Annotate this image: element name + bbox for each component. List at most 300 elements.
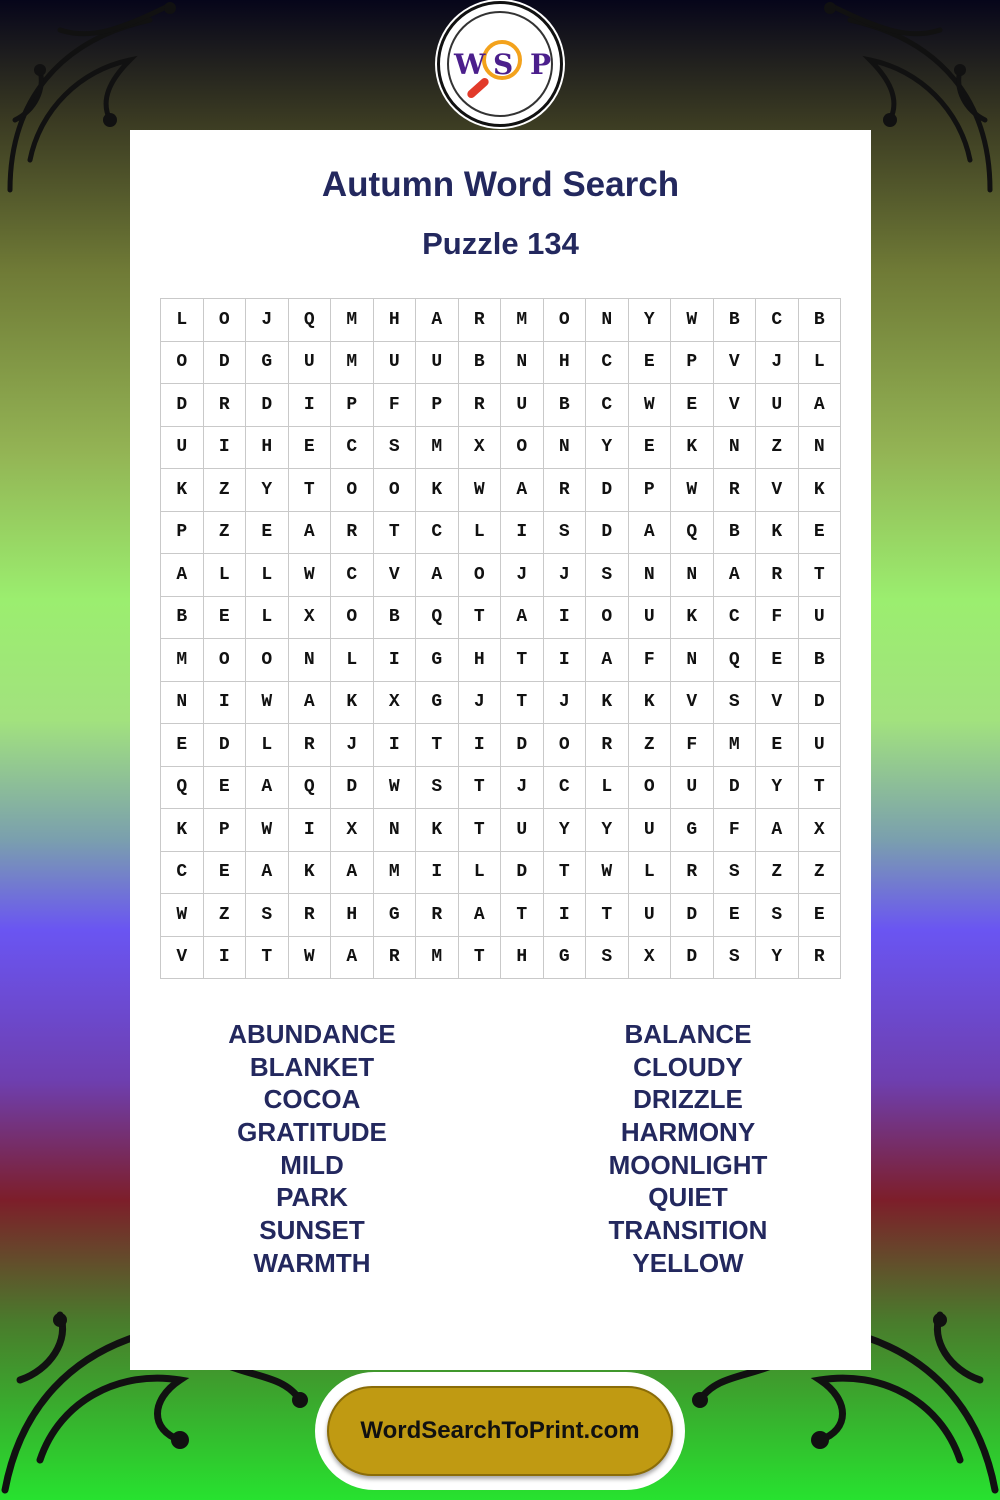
footer-badge-frame (315, 1372, 685, 1490)
grid-cell[interactable]: H (501, 936, 544, 979)
grid-cell[interactable]: X (798, 809, 841, 852)
grid-cell[interactable]: D (161, 384, 204, 427)
puzzle-number: Puzzle 134 (422, 226, 579, 261)
grid-cell[interactable]: U (628, 596, 671, 639)
grid-row (161, 851, 841, 894)
grid-cell[interactable]: M (373, 851, 416, 894)
grid-cell[interactable]: L (628, 851, 671, 894)
grid-cell[interactable]: L (586, 766, 629, 809)
grid-cell[interactable]: I (203, 936, 246, 979)
grid-cell[interactable]: D (501, 724, 544, 767)
grid-row (161, 554, 841, 597)
grid-row (161, 936, 841, 979)
grid-row (161, 384, 841, 427)
grid-cell[interactable]: L (331, 639, 374, 682)
word-list-right (538, 1018, 838, 1280)
grid-cell[interactable]: U (798, 596, 841, 639)
grid-cell[interactable]: V (671, 681, 714, 724)
grid-cell[interactable]: T (798, 554, 841, 597)
grid-cell[interactable]: A (501, 596, 544, 639)
grid-cell[interactable]: E (246, 511, 289, 554)
grid-cell[interactable]: R (288, 894, 331, 937)
grid-cell[interactable]: D (586, 469, 629, 512)
grid-cell[interactable]: W (161, 894, 204, 937)
grid-cell[interactable]: Q (161, 766, 204, 809)
grid-cell[interactable]: A (331, 936, 374, 979)
grid-cell[interactable]: D (203, 341, 246, 384)
grid-cell[interactable]: D (246, 384, 289, 427)
grid-cell[interactable]: B (161, 596, 204, 639)
grid-cell[interactable]: U (628, 809, 671, 852)
grid-cell[interactable]: I (458, 724, 501, 767)
grid-cell[interactable]: N (373, 809, 416, 852)
grid-cell[interactable]: J (246, 299, 289, 342)
grid-cell[interactable]: V (373, 554, 416, 597)
grid-cell[interactable]: U (756, 384, 799, 427)
grid-cell[interactable]: O (586, 596, 629, 639)
grid-row (161, 681, 841, 724)
grid-cell[interactable]: Y (586, 426, 629, 469)
grid-cell[interactable]: X (373, 681, 416, 724)
grid-cell[interactable]: G (416, 639, 459, 682)
grid-cell[interactable]: W (586, 851, 629, 894)
grid-cell[interactable]: L (246, 724, 289, 767)
grid-cell[interactable]: O (246, 639, 289, 682)
grid-cell[interactable]: Z (203, 469, 246, 512)
grid-cell[interactable]: Z (203, 511, 246, 554)
grid-cell[interactable]: A (288, 681, 331, 724)
grid-cell[interactable]: Z (203, 894, 246, 937)
grid-cell[interactable]: A (246, 766, 289, 809)
grid-cell[interactable]: S (713, 936, 756, 979)
grid-row (161, 766, 841, 809)
grid-cell[interactable]: S (246, 894, 289, 937)
grid-row (161, 341, 841, 384)
grid-cell[interactable]: I (501, 511, 544, 554)
grid-cell[interactable]: R (713, 469, 756, 512)
grid-cell[interactable]: P (203, 809, 246, 852)
grid-cell[interactable]: V (756, 681, 799, 724)
grid-cell[interactable]: T (543, 851, 586, 894)
grid-cell[interactable]: R (288, 724, 331, 767)
grid-cell[interactable]: X (288, 596, 331, 639)
word-item: SUNSET (259, 1215, 365, 1246)
grid-cell[interactable]: T (246, 936, 289, 979)
grid-cell[interactable]: W (288, 936, 331, 979)
logo-letter: S (493, 48, 514, 81)
grid-row (161, 511, 841, 554)
grid-cell[interactable]: N (671, 554, 714, 597)
grid-cell[interactable]: W (671, 469, 714, 512)
word-list-left (162, 1018, 462, 1280)
word-item: MILD (280, 1149, 344, 1180)
page-title: Autumn Word Search (321, 165, 680, 204)
grid-cell[interactable]: T (458, 596, 501, 639)
grid-cell[interactable]: C (161, 851, 204, 894)
grid-cell[interactable]: G (373, 894, 416, 937)
grid-cell[interactable]: L (161, 299, 204, 342)
grid-cell[interactable]: X (458, 426, 501, 469)
grid-cell[interactable]: D (671, 936, 714, 979)
grid-cell[interactable]: B (458, 341, 501, 384)
grid-cell[interactable]: W (288, 554, 331, 597)
grid-row (161, 596, 841, 639)
grid-cell[interactable]: H (373, 299, 416, 342)
grid-cell[interactable]: E (628, 426, 671, 469)
grid-cell[interactable]: Q (416, 596, 459, 639)
grid-cell[interactable]: A (246, 851, 289, 894)
grid-cell[interactable]: C (586, 384, 629, 427)
word-item: WARMTH (253, 1247, 371, 1278)
grid-cell[interactable]: I (288, 384, 331, 427)
grid-row (161, 639, 841, 682)
grid-cell[interactable]: G (416, 681, 459, 724)
grid-cell[interactable]: D (331, 766, 374, 809)
grid-cell[interactable]: J (331, 724, 374, 767)
grid-cell[interactable]: X (331, 809, 374, 852)
grid-cell[interactable]: I (543, 596, 586, 639)
grid-cell[interactable]: R (203, 384, 246, 427)
grid-cell[interactable]: U (373, 341, 416, 384)
grid-cell[interactable]: U (671, 766, 714, 809)
grid-cell[interactable]: Z (628, 724, 671, 767)
grid-cell[interactable]: W (246, 681, 289, 724)
grid-cell[interactable]: K (628, 681, 671, 724)
wsp-logo[interactable] (437, 1, 563, 127)
grid-cell[interactable]: Z (756, 851, 799, 894)
grid-cell[interactable]: T (458, 766, 501, 809)
grid-cell[interactable]: B (373, 596, 416, 639)
grid-cell[interactable]: S (586, 554, 629, 597)
word-item: COCOA (263, 1084, 361, 1115)
grid-cell[interactable]: U (501, 384, 544, 427)
grid-cell[interactable]: R (373, 936, 416, 979)
grid-cell[interactable]: E (756, 639, 799, 682)
grid-cell[interactable]: H (331, 894, 374, 937)
grid-cell[interactable]: S (543, 511, 586, 554)
grid-cell[interactable]: J (756, 341, 799, 384)
grid-cell[interactable]: C (331, 554, 374, 597)
grid-cell[interactable]: N (501, 341, 544, 384)
grid-cell[interactable]: G (246, 341, 289, 384)
grid-cell[interactable]: F (628, 639, 671, 682)
grid-cell[interactable]: M (331, 341, 374, 384)
grid-cell[interactable]: Q (671, 511, 714, 554)
grid-cell[interactable]: R (458, 299, 501, 342)
grid-cell[interactable]: A (458, 894, 501, 937)
grid-cell[interactable]: A (756, 809, 799, 852)
grid-cell[interactable]: U (628, 894, 671, 937)
grid-cell[interactable]: V (713, 341, 756, 384)
grid-cell[interactable]: T (458, 809, 501, 852)
grid-cell[interactable]: F (713, 809, 756, 852)
grid-cell[interactable]: I (288, 809, 331, 852)
letter-grid (160, 298, 841, 979)
grid-cell[interactable]: Q (288, 299, 331, 342)
grid-cell[interactable]: A (288, 511, 331, 554)
grid-cell[interactable]: W (671, 299, 714, 342)
grid-cell[interactable]: A (416, 554, 459, 597)
grid-cell[interactable]: K (161, 469, 204, 512)
grid-cell[interactable]: S (713, 851, 756, 894)
grid-cell[interactable]: N (798, 426, 841, 469)
grid-cell[interactable]: N (161, 681, 204, 724)
grid-cell[interactable]: P (671, 341, 714, 384)
grid-cell[interactable]: L (246, 596, 289, 639)
grid-cell[interactable]: D (713, 766, 756, 809)
grid-row (161, 426, 841, 469)
grid-cell[interactable]: T (501, 681, 544, 724)
word-item: BALANCE (624, 1019, 752, 1049)
grid-cell[interactable]: P (161, 511, 204, 554)
grid-cell[interactable]: E (671, 384, 714, 427)
word-item: BLANKET (249, 1051, 375, 1082)
grid-cell[interactable]: O (203, 639, 246, 682)
grid-cell[interactable]: I (203, 681, 246, 724)
grid-cell[interactable]: N (586, 299, 629, 342)
grid-cell[interactable]: G (671, 809, 714, 852)
grid-cell[interactable]: H (543, 341, 586, 384)
grid-row (161, 724, 841, 767)
grid-cell[interactable]: N (671, 639, 714, 682)
grid-cell[interactable]: T (586, 894, 629, 937)
grid-cell[interactable]: T (373, 511, 416, 554)
puzzle-sheet (130, 130, 871, 1370)
grid-cell[interactable]: K (288, 851, 331, 894)
grid-cell[interactable]: C (713, 596, 756, 639)
grid-cell[interactable]: L (798, 341, 841, 384)
grid-cell[interactable]: I (543, 894, 586, 937)
grid-cell[interactable]: T (501, 894, 544, 937)
grid-cell[interactable]: T (798, 766, 841, 809)
grid-cell[interactable]: N (713, 426, 756, 469)
grid-cell[interactable]: B (713, 299, 756, 342)
site-link-button[interactable]: WordSearchToPrint.com (327, 1386, 673, 1476)
grid-cell[interactable]: C (756, 299, 799, 342)
grid-cell[interactable]: M (713, 724, 756, 767)
grid-cell[interactable]: P (416, 384, 459, 427)
grid-cell[interactable]: B (798, 639, 841, 682)
grid-cell[interactable]: K (756, 511, 799, 554)
grid-cell[interactable]: C (416, 511, 459, 554)
grid-cell[interactable]: D (203, 724, 246, 767)
grid-cell[interactable]: A (713, 554, 756, 597)
grid-cell[interactable]: A (416, 299, 459, 342)
grid-cell[interactable]: O (331, 469, 374, 512)
word-item: HARMONY (620, 1117, 756, 1148)
word-item: ABUNDANCE (228, 1019, 396, 1049)
grid-cell[interactable]: Y (586, 809, 629, 852)
grid-cell[interactable]: L (458, 511, 501, 554)
word-item: PARK (276, 1182, 348, 1213)
grid-cell[interactable]: Y (628, 299, 671, 342)
word-item: QUIET (648, 1182, 728, 1213)
grid-cell[interactable]: A (501, 469, 544, 512)
grid-cell[interactable]: O (161, 341, 204, 384)
grid-cell[interactable]: Y (756, 936, 799, 979)
grid-cell[interactable]: P (331, 384, 374, 427)
grid-cell[interactable]: E (798, 511, 841, 554)
grid-cell[interactable]: B (713, 511, 756, 554)
grid-cell[interactable]: E (756, 724, 799, 767)
grid-cell[interactable]: M (331, 299, 374, 342)
grid-cell[interactable]: O (628, 766, 671, 809)
grid-cell[interactable]: D (586, 511, 629, 554)
grid-cell[interactable]: K (331, 681, 374, 724)
grid-cell[interactable]: L (246, 554, 289, 597)
grid-cell[interactable]: K (161, 809, 204, 852)
grid-cell[interactable]: Z (798, 851, 841, 894)
grid-cell[interactable]: S (756, 894, 799, 937)
grid-cell[interactable]: O (543, 724, 586, 767)
grid-cell[interactable]: R (331, 511, 374, 554)
grid-cell[interactable]: U (501, 809, 544, 852)
grid-cell[interactable]: E (203, 766, 246, 809)
grid-cell[interactable]: O (458, 554, 501, 597)
grid-cell[interactable]: K (586, 681, 629, 724)
grid-cell[interactable]: E (203, 851, 246, 894)
grid-cell[interactable]: A (798, 384, 841, 427)
grid-cell[interactable]: E (798, 894, 841, 937)
logo-letter: P (530, 48, 552, 81)
grid-cell[interactable]: R (458, 384, 501, 427)
grid-cell[interactable]: T (458, 936, 501, 979)
grid-cell[interactable]: S (416, 766, 459, 809)
grid-cell[interactable]: T (501, 639, 544, 682)
word-item: DRIZZLE (633, 1084, 743, 1115)
grid-cell[interactable]: D (671, 894, 714, 937)
grid-cell[interactable]: R (586, 724, 629, 767)
grid-cell[interactable]: J (458, 681, 501, 724)
grid-cell[interactable]: M (161, 639, 204, 682)
grid-cell[interactable]: Q (288, 766, 331, 809)
word-item: TRANSITION (608, 1215, 768, 1246)
word-item: CLOUDY (633, 1051, 743, 1082)
grid-cell[interactable]: S (586, 936, 629, 979)
grid-row (161, 894, 841, 937)
grid-cell[interactable]: O (373, 469, 416, 512)
grid-cell[interactable]: A (586, 639, 629, 682)
grid-cell[interactable]: J (501, 554, 544, 597)
grid-cell[interactable]: O (501, 426, 544, 469)
grid-cell[interactable]: I (373, 639, 416, 682)
grid-cell[interactable]: E (628, 341, 671, 384)
grid-cell[interactable]: W (628, 384, 671, 427)
grid-cell[interactable]: T (416, 724, 459, 767)
grid-cell[interactable]: S (373, 426, 416, 469)
grid-cell[interactable]: F (373, 384, 416, 427)
grid-cell[interactable]: Y (756, 766, 799, 809)
grid-cell[interactable]: O (331, 596, 374, 639)
grid-cell[interactable]: Y (246, 469, 289, 512)
grid-cell[interactable]: U (416, 341, 459, 384)
grid-cell[interactable]: I (373, 724, 416, 767)
grid-cell[interactable]: A (161, 554, 204, 597)
grid-cell[interactable]: E (161, 724, 204, 767)
grid-cell[interactable]: U (288, 341, 331, 384)
grid-cell[interactable]: M (501, 299, 544, 342)
grid-cell[interactable]: M (416, 426, 459, 469)
grid-cell[interactable]: A (331, 851, 374, 894)
grid-cell[interactable]: I (543, 639, 586, 682)
grid-cell[interactable]: S (713, 681, 756, 724)
grid-cell[interactable]: X (628, 936, 671, 979)
grid-cell[interactable]: N (543, 426, 586, 469)
grid-cell[interactable]: L (458, 851, 501, 894)
grid-cell[interactable]: R (416, 894, 459, 937)
grid-cell[interactable]: Y (543, 809, 586, 852)
grid-cell[interactable]: D (798, 681, 841, 724)
grid-cell[interactable]: G (543, 936, 586, 979)
grid-cell[interactable]: R (671, 851, 714, 894)
grid-cell[interactable]: K (671, 426, 714, 469)
grid-cell[interactable]: N (288, 639, 331, 682)
grid-cell[interactable]: V (756, 469, 799, 512)
grid-cell[interactable]: O (543, 299, 586, 342)
grid-cell[interactable]: F (671, 724, 714, 767)
grid-cell[interactable]: F (756, 596, 799, 639)
grid-cell[interactable]: B (543, 384, 586, 427)
grid-cell[interactable]: R (756, 554, 799, 597)
grid-cell[interactable]: P (628, 469, 671, 512)
grid-cell[interactable]: I (416, 851, 459, 894)
grid-row (161, 469, 841, 512)
grid-cell[interactable]: K (416, 809, 459, 852)
grid-cell[interactable]: C (331, 426, 374, 469)
grid-cell[interactable]: W (246, 809, 289, 852)
grid-cell[interactable]: D (501, 851, 544, 894)
grid-cell[interactable]: K (671, 596, 714, 639)
grid-cell[interactable]: T (288, 469, 331, 512)
grid-cell[interactable]: B (798, 299, 841, 342)
grid-cell[interactable]: W (458, 469, 501, 512)
grid-cell[interactable]: J (543, 681, 586, 724)
grid-row (161, 809, 841, 852)
grid-cell[interactable]: K (798, 469, 841, 512)
grid-cell[interactable]: V (161, 936, 204, 979)
grid-cell[interactable]: R (798, 936, 841, 979)
grid-cell[interactable]: W (373, 766, 416, 809)
grid-cell[interactable]: U (798, 724, 841, 767)
grid-cell[interactable]: C (586, 341, 629, 384)
grid-cell[interactable]: U (161, 426, 204, 469)
word-item: GRATITUDE (237, 1117, 387, 1148)
logo-letter: W (454, 48, 486, 81)
word-item: YELLOW (632, 1247, 744, 1278)
grid-cell[interactable]: L (203, 554, 246, 597)
grid-cell[interactable]: N (628, 554, 671, 597)
grid-cell[interactable]: J (501, 766, 544, 809)
grid-cell[interactable]: V (713, 384, 756, 427)
grid-cell[interactable]: H (458, 639, 501, 682)
grid-cell[interactable]: K (416, 469, 459, 512)
grid-cell[interactable]: A (628, 511, 671, 554)
grid-cell[interactable]: C (543, 766, 586, 809)
grid-cell[interactable]: E (203, 596, 246, 639)
grid-cell[interactable]: H (246, 426, 289, 469)
grid-cell[interactable]: Z (756, 426, 799, 469)
grid-cell[interactable]: O (203, 299, 246, 342)
grid-cell[interactable]: I (203, 426, 246, 469)
grid-cell[interactable]: E (288, 426, 331, 469)
grid-row (161, 299, 841, 342)
grid-cell[interactable]: J (543, 554, 586, 597)
grid-cell[interactable]: M (416, 936, 459, 979)
word-item: MOONLIGHT (608, 1149, 768, 1180)
grid-cell[interactable]: E (713, 894, 756, 937)
grid-cell[interactable]: Q (713, 639, 756, 682)
grid-cell[interactable]: R (543, 469, 586, 512)
